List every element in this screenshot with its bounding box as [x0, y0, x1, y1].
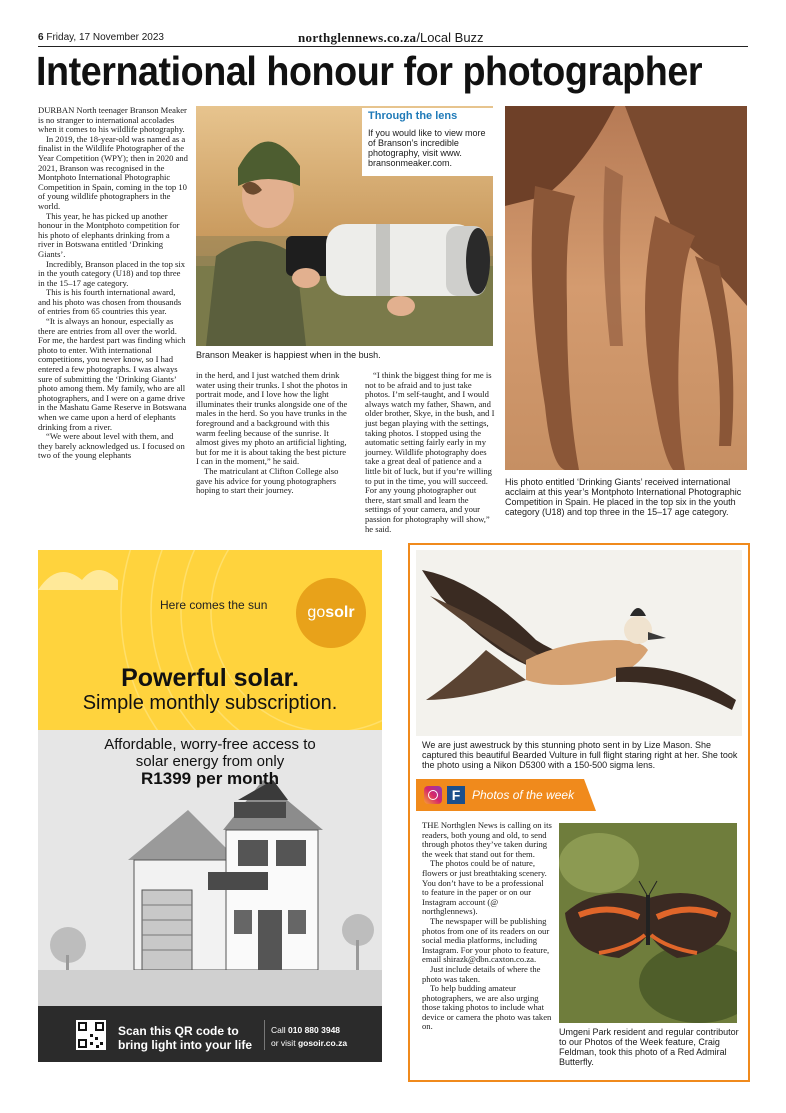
through-lens-body: If you would like to view more of Branson’s incredible photography, visit www. bransonmeaker.com.: [368, 128, 486, 168]
call-prefix: Call: [271, 1025, 286, 1035]
paragraph: The newspaper will be publishing photos from one of its readers on our social media platforms, including Instagram. For your photo to feature, email shirazk@dbn.caxton.co.za.: [422, 915, 550, 965]
page-number: 6: [38, 32, 44, 43]
site-name: northglennews.co.za: [298, 30, 417, 45]
offer-line-1: Affordable, worry-free access to: [104, 736, 316, 753]
logo-bold: solr: [325, 604, 355, 621]
paragraph: “I think the biggest thing for me is not to be afraid and to just take photos. I’m self-taught, and I would always watch my father, Shawn, and older brother, Skye, in the bush, and I just began playing with the settings, taking photos. I stopped using the automatic setting fairly early in my journey. Wildlife photography does take a great deal of patience and a little bit of luck, but if you’re willing to put in the time, you will succeed. For any young photographer out there, start small and learn the settings of your camera, and your passion for photography will show,” he said.: [365, 370, 495, 534]
paragraph: “It is always an honour, especially as there are entries from all over the world. For me, the hardest part was finding which photo to enter. With international competitions, you never know, so I had entered a few photographs. I was always sure of submitting the ‘Drinking Giants’ photo among them. My family, who are all photographers, and I were on a game drive in the Mashatu Game Reserve in Botswana when we came upon a herd of elephants drinking from a river.: [38, 316, 187, 432]
photos-of-the-week-panel: [408, 543, 750, 1082]
gosolr-logo: [296, 578, 366, 648]
vulture-caption: We are just awestruck by this stunning photo sent in by Lize Mason. She captured this beautiful Bearded Vulture in full flight staring right at her. She took the photo using a Nikon D5300 with a 150-500 sigma lens.: [422, 740, 738, 770]
facebook-icon[interactable]: F: [447, 786, 465, 804]
paragraph: Just include details of where the photo was taken.: [422, 963, 541, 984]
butterfly-photo: [559, 823, 737, 1023]
paragraph: DURBAN North teenager Branson Meaker is no stranger to international accolades when it comes to his wildlife photography.: [38, 105, 187, 135]
website-link[interactable]: gosoir.co.za: [297, 1038, 348, 1048]
paragraph: This year, he has picked up another honour in the Montphoto competition for his photo of elephants drinking from a river in Botswana entitled ‘Drinking Giants’.: [38, 210, 180, 259]
elephants-illustration: [505, 106, 747, 470]
through-the-lens-box: [362, 108, 494, 176]
contact-info: [271, 1024, 347, 1050]
paragraph: in the herd, and I just watched them drink water using their trunks. I shot the photos in portrait mode, and I love how the light illuminates their trunks alongside one of the males in the herd. So you have trunks in the foreground and a background with this warm feeling because of the sunrise. It almost gives my photo an artificial lighting, but for me it is about taking the best picture I can in the moment,” he said.: [196, 370, 348, 467]
scan-line-2: bring light into your life: [118, 1038, 252, 1052]
butterfly-caption: Umgeni Park resident and regular contributor to our Photos of the Week feature, Craig Feldman, took this photo of a Red Admiral Butterfly.: [559, 1027, 739, 1067]
bearded-vulture-photo: [416, 550, 742, 736]
photos-of-week-body: [422, 821, 552, 1032]
elephants-photo: [505, 106, 747, 470]
qr-code-icon[interactable]: [76, 1020, 106, 1050]
through-lens-title: Through the lens: [368, 110, 458, 122]
ad-footer: [38, 1006, 382, 1062]
offer-line-2: solar energy from only: [135, 753, 285, 770]
page-dateline: [38, 32, 164, 43]
paragraph: The photos could be of nature, flowers or just breathtaking scenery. You don’t have to be a professional to feature in the paper or on our Instagram account (@ northglennews).: [422, 858, 547, 917]
logo-prefix: go: [307, 604, 326, 621]
paragraph: This is his fourth international award, and his photo was chosen from thousands of entries from 65 countries this year.: [38, 287, 182, 317]
paragraph: The matriculant at Clifton College also gave his advice for young photographers hoping to start their journey.: [196, 465, 339, 496]
paragraph: THE Northglen News is calling on its readers, both young and old, to send through photos they’ve taken during the week that stand out for them.: [422, 820, 552, 859]
elephants-caption: His photo entitled ‘Drinking Giants’ received international acclaim at this year’s Montphoto International Photographic Competition in Spain. He placed in the top six in the youth category (U18) and top three in the 15–17 age category.: [505, 477, 742, 517]
paragraph: Incredibly, Branson placed in the top six in the youth category (U18) and top three in the 15–17 age category.: [38, 258, 186, 288]
phone-number[interactable]: 010 880 3948: [288, 1025, 341, 1035]
ad-subheadline: Simple monthly subscription.: [82, 692, 338, 714]
scan-line-1: Scan this QR code to: [118, 1024, 239, 1038]
scan-qr-text: [118, 1024, 252, 1052]
article-column-2: [196, 371, 348, 496]
ad-headline: Powerful solar.: [121, 664, 299, 692]
offer-price: R1399 per month: [141, 769, 279, 788]
visit-prefix: or visit: [271, 1038, 296, 1048]
instagram-icon[interactable]: [424, 786, 442, 804]
article-column-1: [38, 106, 188, 461]
ad-tagline: Here comes the sun: [160, 598, 268, 612]
footer-divider: [264, 1020, 265, 1050]
photos-of-week-title: Photos of the week: [472, 788, 575, 802]
paragraph: “We were about level with them, and they barely acknowledged us. I focused on two of the young elephants: [38, 431, 185, 461]
gosolr-advert[interactable]: [38, 550, 382, 1062]
section-header: [298, 30, 484, 46]
issue-date: Friday, 17 November 2023: [46, 32, 164, 43]
header-rule: [38, 46, 748, 47]
portrait-caption: Branson Meaker is happiest when in the bush.: [196, 350, 381, 360]
article-headline: International honour for photographer: [36, 48, 703, 94]
paragraph: To help budding amateur photographers, we are also urging those taking photos to include what device or camera the photo was taken on.: [422, 983, 552, 1032]
section-name: /Local Buzz: [416, 30, 484, 45]
paragraph: In 2019, the 18-year-old was named as a finalist in the Wildlife Photographer of the Year Competition (WPY); then in 2020 and 2021, Branson was recognised in the Montphoto International Photographic Competition in Spain, coming in the top 10 of young wildlife photographers in the world.: [38, 133, 188, 211]
butterfly-illustration: [559, 823, 737, 1023]
article-column-3: [365, 371, 495, 534]
ad-offer: [38, 736, 382, 788]
vulture-illustration: [416, 550, 742, 736]
